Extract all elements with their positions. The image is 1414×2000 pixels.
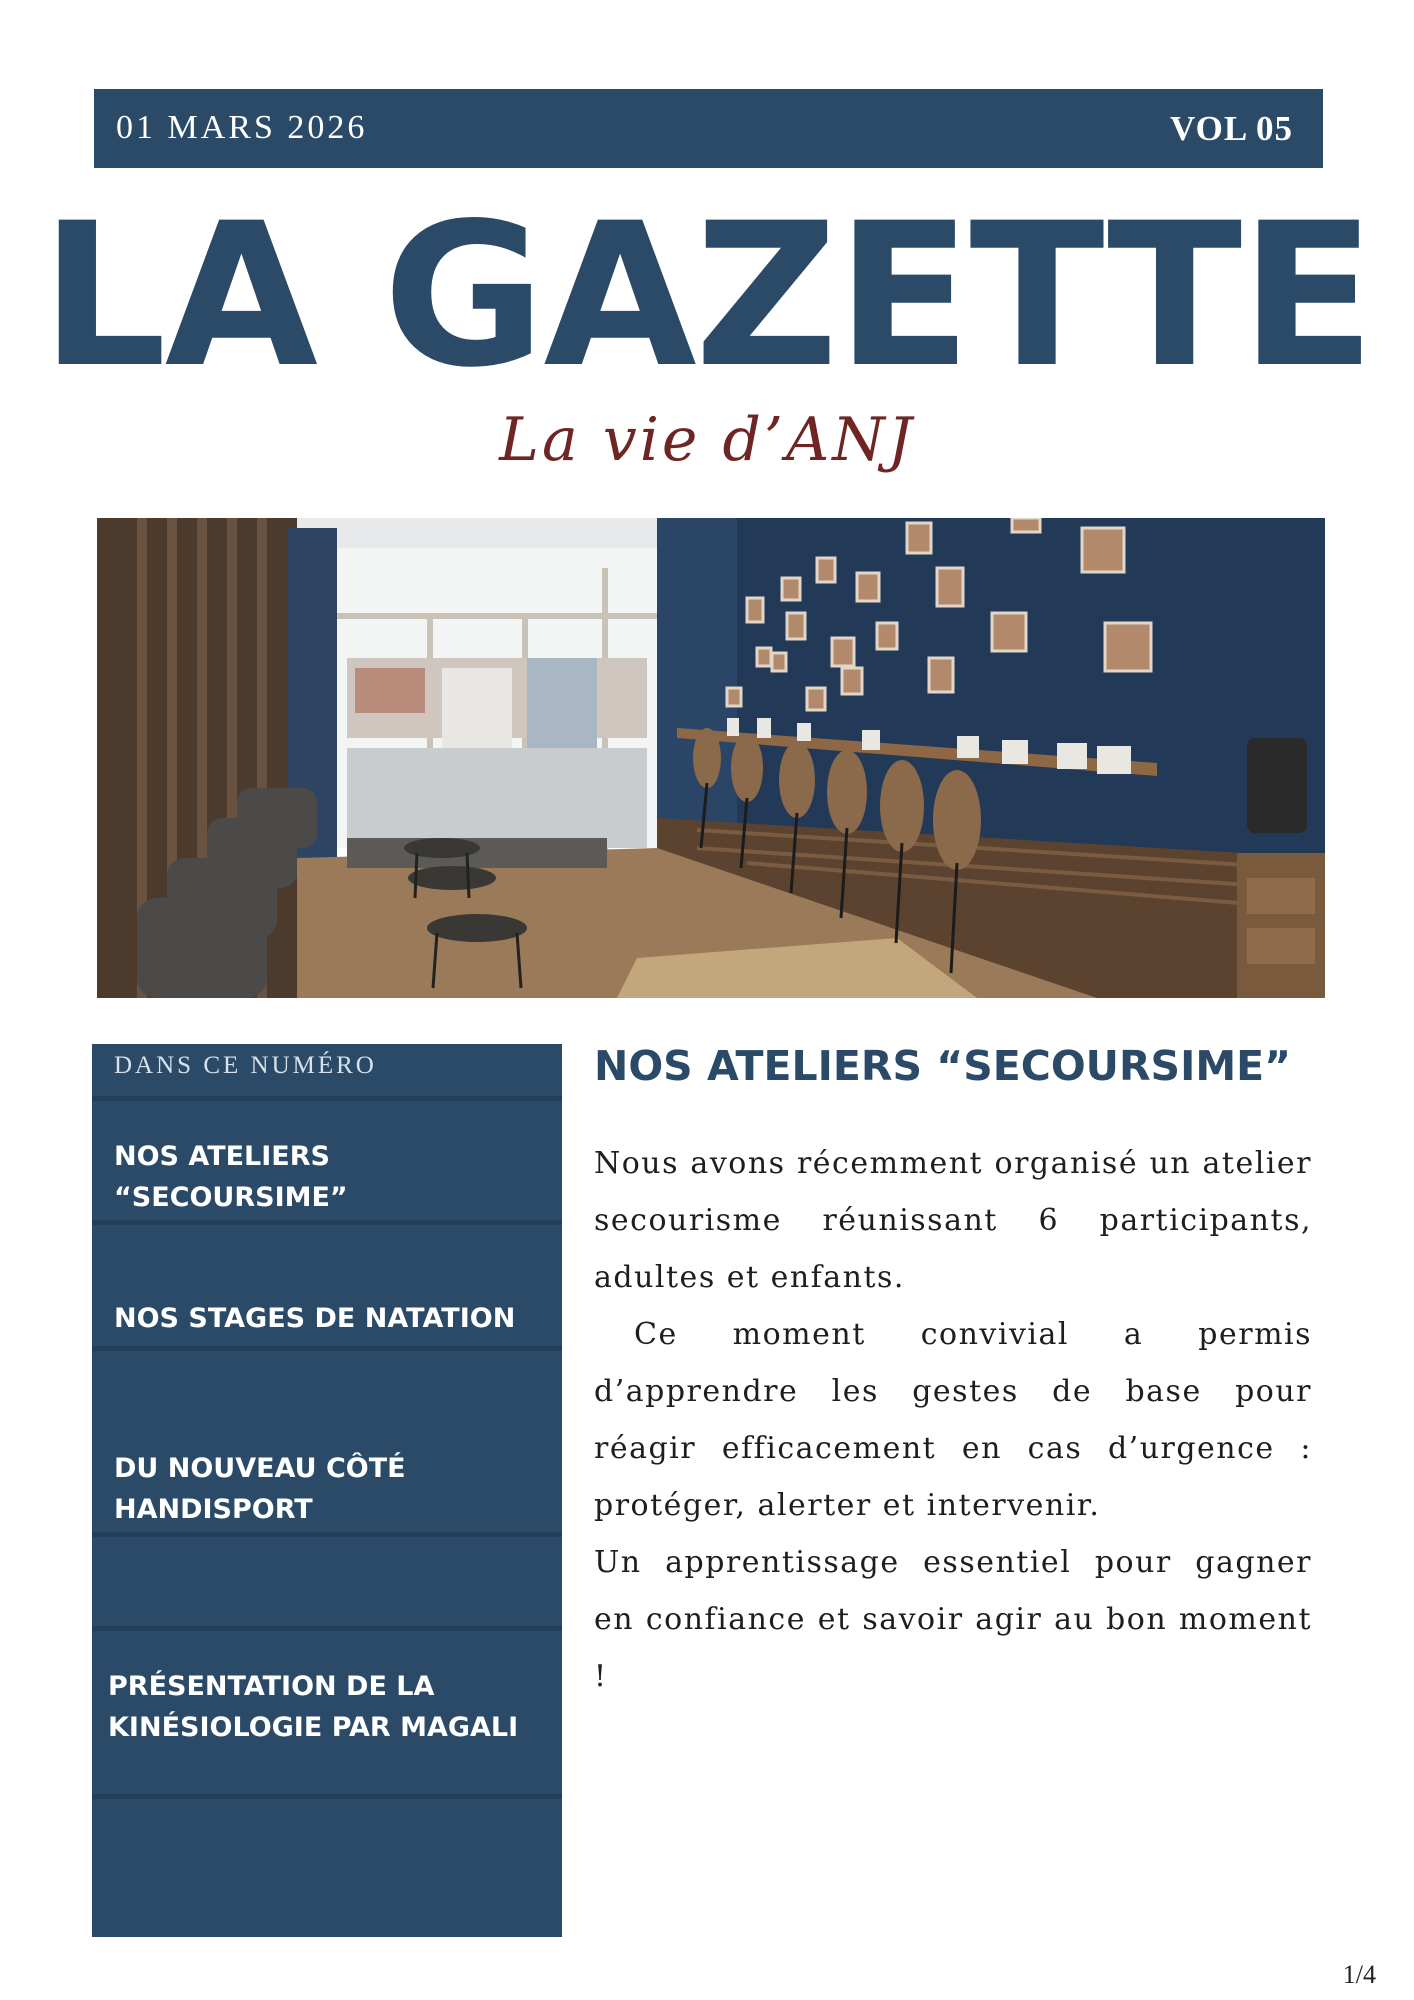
toc-divider xyxy=(92,1794,562,1799)
toc-item-handisport[interactable]: DU NOUVEAU CÔTÉ HANDISPORT xyxy=(114,1453,406,1525)
article-body xyxy=(594,1135,1312,1705)
masthead-title: LA GAZETTE xyxy=(40,180,1374,411)
article-paragraph: Un apprentissage essentiel pour gagner en confiance et savoir agir au bon moment ! xyxy=(594,1545,1312,1694)
page-number: 1/4 xyxy=(1342,1960,1376,1989)
article-paragraph: Nous avons récemment organisé un atelier secourisme réunissant 6 participants, adultes et enfants. xyxy=(594,1146,1312,1295)
issue-volume: VOL 05 xyxy=(1170,109,1293,148)
toc-divider xyxy=(92,1096,562,1101)
toc-divider xyxy=(92,1626,562,1631)
toc-item-natation[interactable]: NOS STAGES DE NATATION xyxy=(114,1303,516,1334)
table-of-contents xyxy=(92,1044,562,1937)
toc-item-secourisme[interactable]: NOS ATELIERS “SECOURSIME” xyxy=(114,1141,348,1213)
toc-label: DANS CE NUMÉRO xyxy=(114,1052,377,1079)
issue-date: 01 MARS 2026 xyxy=(116,109,368,146)
header-bar xyxy=(94,89,1323,168)
article-title: NOS ATELIERS “SECOURSIME” xyxy=(594,1042,1292,1090)
article-paragraph: Ce moment convivial a permis d’apprendre les gestes de base pour réagir efficacement en cas d’urgence : protéger, alerter et intervenir. xyxy=(594,1317,1312,1523)
toc-divider xyxy=(92,1532,562,1537)
toc-item-kinesiologie[interactable]: PRÉSENTATION DE LA KINÉSIOLOGIE PAR MAGALI xyxy=(108,1671,519,1743)
toc-divider xyxy=(92,1346,562,1351)
lobby-photo xyxy=(97,518,1325,998)
masthead-subtitle: La vie d’ANJ xyxy=(499,405,915,475)
toc-divider xyxy=(92,1220,562,1225)
